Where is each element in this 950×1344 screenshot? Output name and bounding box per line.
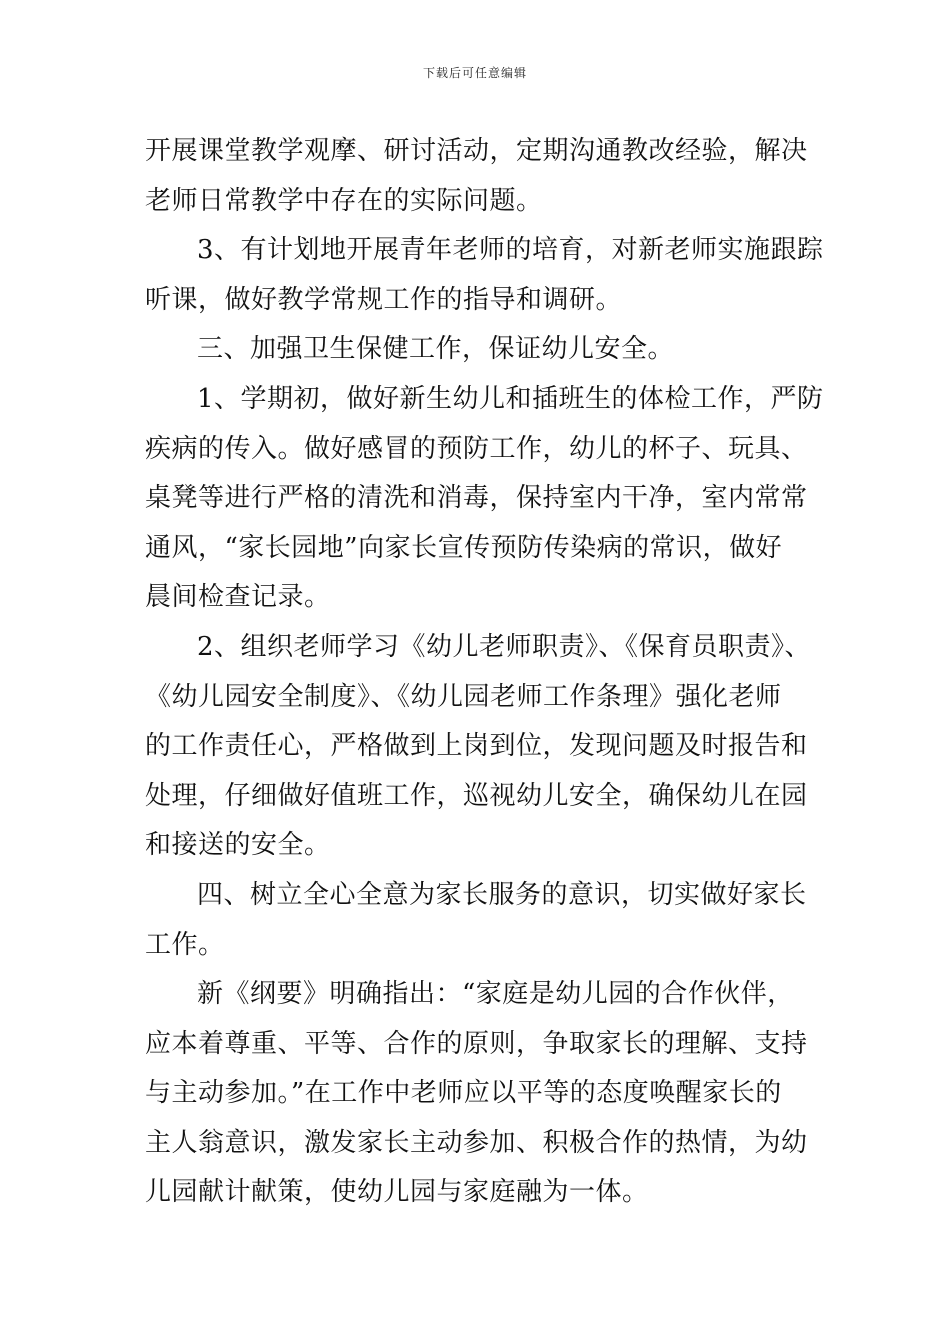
text-line: 《幼儿园安全制度》、《幼儿园老师工作条理》强化老师 [145,681,782,712]
text-line: 主人翁意识，激发家长主动参加、积极合作的热情，为幼 [145,1127,808,1158]
text-line: 四、树立全心全意为家长服务的意识，切实做好家长 [197,879,807,910]
text-line: 1、学期初，做好新生幼儿和插班生的体检工作，严防 [197,383,824,414]
text-line: 2、组织老师学习《幼儿老师职责》、《保育员职责》、 [197,631,812,662]
text-line: 开展课堂教学观摩、研讨活动，定期沟通教改经验，解决 [145,136,808,166]
text-line: 儿园献计献策，使幼儿园与家庭融为一体。 [145,1177,649,1208]
text-line: 新《纲要》明确指出：“家庭是幼儿园的合作伙伴， [197,979,794,1010]
text-line: 和接送的安全。 [145,830,331,861]
text-line: 3、有计划地开展青年老师的培育，对新老师实施跟踪 [197,235,824,266]
text-line: 的工作责任心，严格做到上岗到位，发现问题及时报告和 [145,731,808,762]
text-line: 应本着尊重、平等、合作的原则，争取家长的理解、支持 [145,1028,808,1059]
text-line: 三、加强卫生保健工作，保证幼儿安全。 [197,334,675,365]
text-line: 处理，仔细做好值班工作，巡视幼儿安全，确保幼儿在园 [145,780,808,811]
text-line: 工作。 [145,929,225,960]
text-line: 疾病的传入。做好感冒的预防工作，幼儿的杯子、玩具、 [145,433,808,464]
text-line: 晨间检查记录。 [145,582,331,613]
text-line: 老师日常教学中存在的实际问题。 [145,185,543,216]
page-header: 下载后可任意编辑 [422,66,527,80]
text-line: 听课，做好教学常规工作的指导和调研。 [145,284,623,315]
text-line: 与主动参加。”在工作中老师应以平等的态度唤醒家长的 [145,1078,782,1109]
text-line: 桌凳等进行严格的清洗和消毒，保持室内干净，室内常常 [145,483,808,514]
text-line: 通风，“家长园地”向家长宣传预防传染病的常识，做好 [145,532,783,563]
document-body [145,127,835,1218]
